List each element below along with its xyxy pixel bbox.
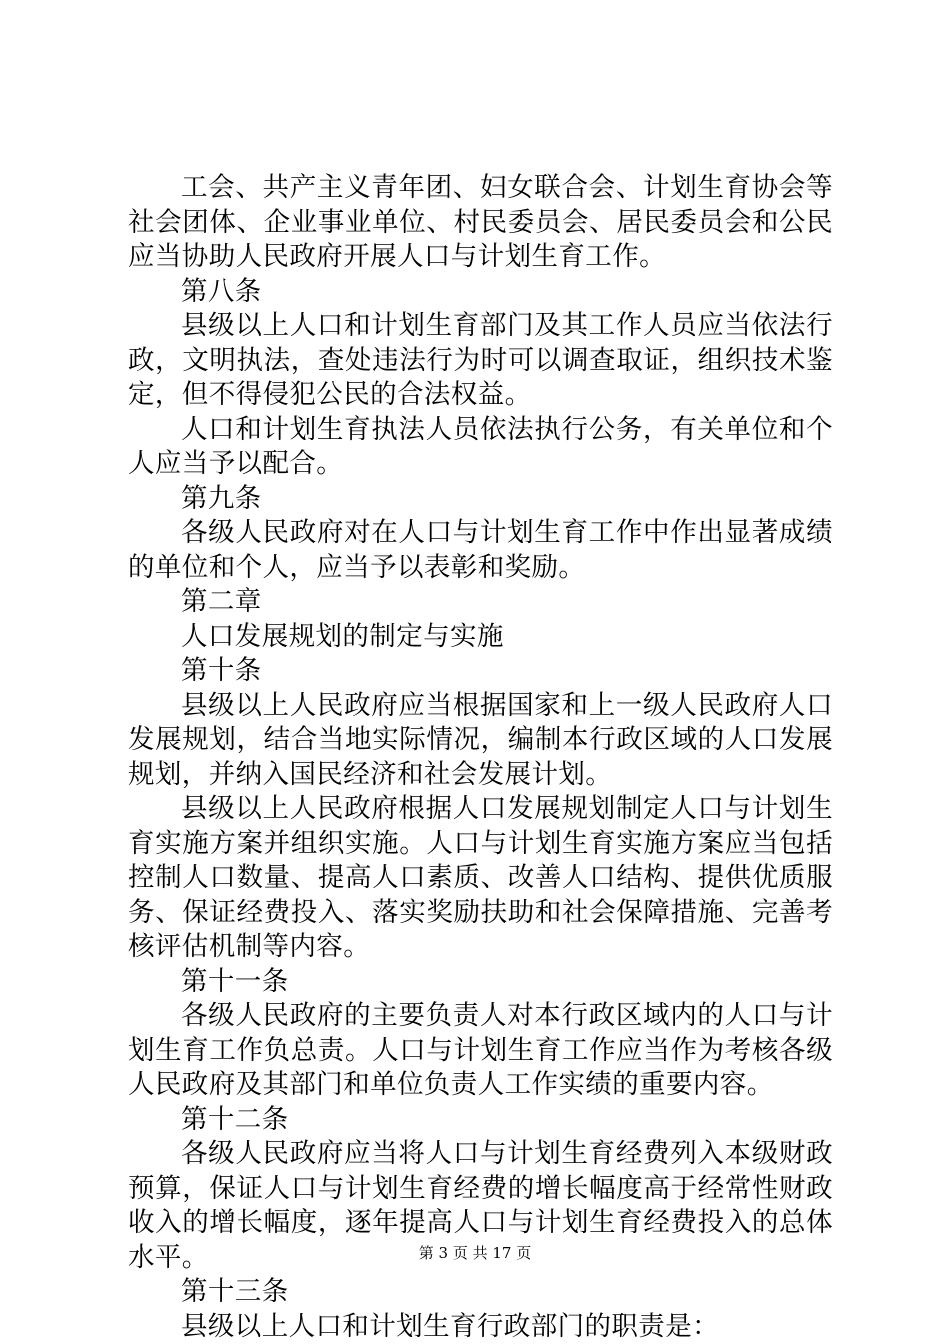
paragraph: 人口和计划生育执法人员依法执行公务，有关单位和个人应当予以配合。: [128, 413, 833, 479]
article-heading: 第九条: [181, 482, 262, 514]
page-number: 第 3 页 共 17 页: [418, 1244, 532, 1262]
article-heading: 第十条: [181, 655, 262, 686]
article-heading: 第八条: [181, 275, 262, 307]
paragraph: 工会、共产主义青年团、妇女联合会、计划生育协会等社会团体、企业事业单位、村民委员会、居民委员会和公民应当协助人民政府开展人口与计划生育工作。: [128, 172, 833, 272]
article-heading: 第十一条: [181, 965, 289, 997]
page-footer: [0, 1242, 950, 1263]
article-heading: 第十三条: [181, 1276, 289, 1307]
paragraph: 县级以上人口和计划生育行政部门的职责是：: [181, 1310, 719, 1342]
paragraph: 各级人民政府的主要负责人对本行政区域内的人口与计划生育工作负总责。人口与计划生育工作应当作为考核各级人民政府及其部门和单位负责人工作实绩的重要内容。: [128, 1000, 833, 1100]
paragraph: 各级人民政府对在人口与计划生育工作中作出显著成绩的单位和个人，应当予以表彰和奖励。: [128, 517, 833, 583]
article-heading: 第十二条: [181, 1103, 289, 1135]
chapter-title: 人口发展规划的制定与实施: [181, 620, 504, 652]
paragraph: 县级以上人民政府应当根据国家和上一级人民政府人口发展规划，结合当地实际情况，编制本行政区域的人口发展规划，并纳入国民经济和社会发展计划。: [128, 689, 833, 790]
chapter-heading: 第二章: [181, 586, 262, 617]
paragraph: 县级以上人口和计划生育部门及其工作人员应当依法行政，文明执法，查处违法行为时可以调查取证，组织技术鉴定，但不得侵犯公民的合法权益。: [128, 310, 833, 410]
paragraph: 县级以上人民政府根据人口发展规划制定人口与计划生育实施方案并组织实施。人口与计划生育实施方案应当包括控制人口数量、提高人口素质、改善人口结构、提供优质服务、保证经费投入、落实奖励扶助和社会保障措施、完善考核评估机制等内容。: [128, 793, 833, 962]
paragraph: 各级人民政府应当将人口与计划生育经费列入本级财政预算，保证人口与计划生育经费的增长幅度高于经常性财政收入的增长幅度，逐年提高人口与计划生育经费投入的总体水平。: [128, 1138, 833, 1273]
document-body: [128, 171, 833, 1344]
